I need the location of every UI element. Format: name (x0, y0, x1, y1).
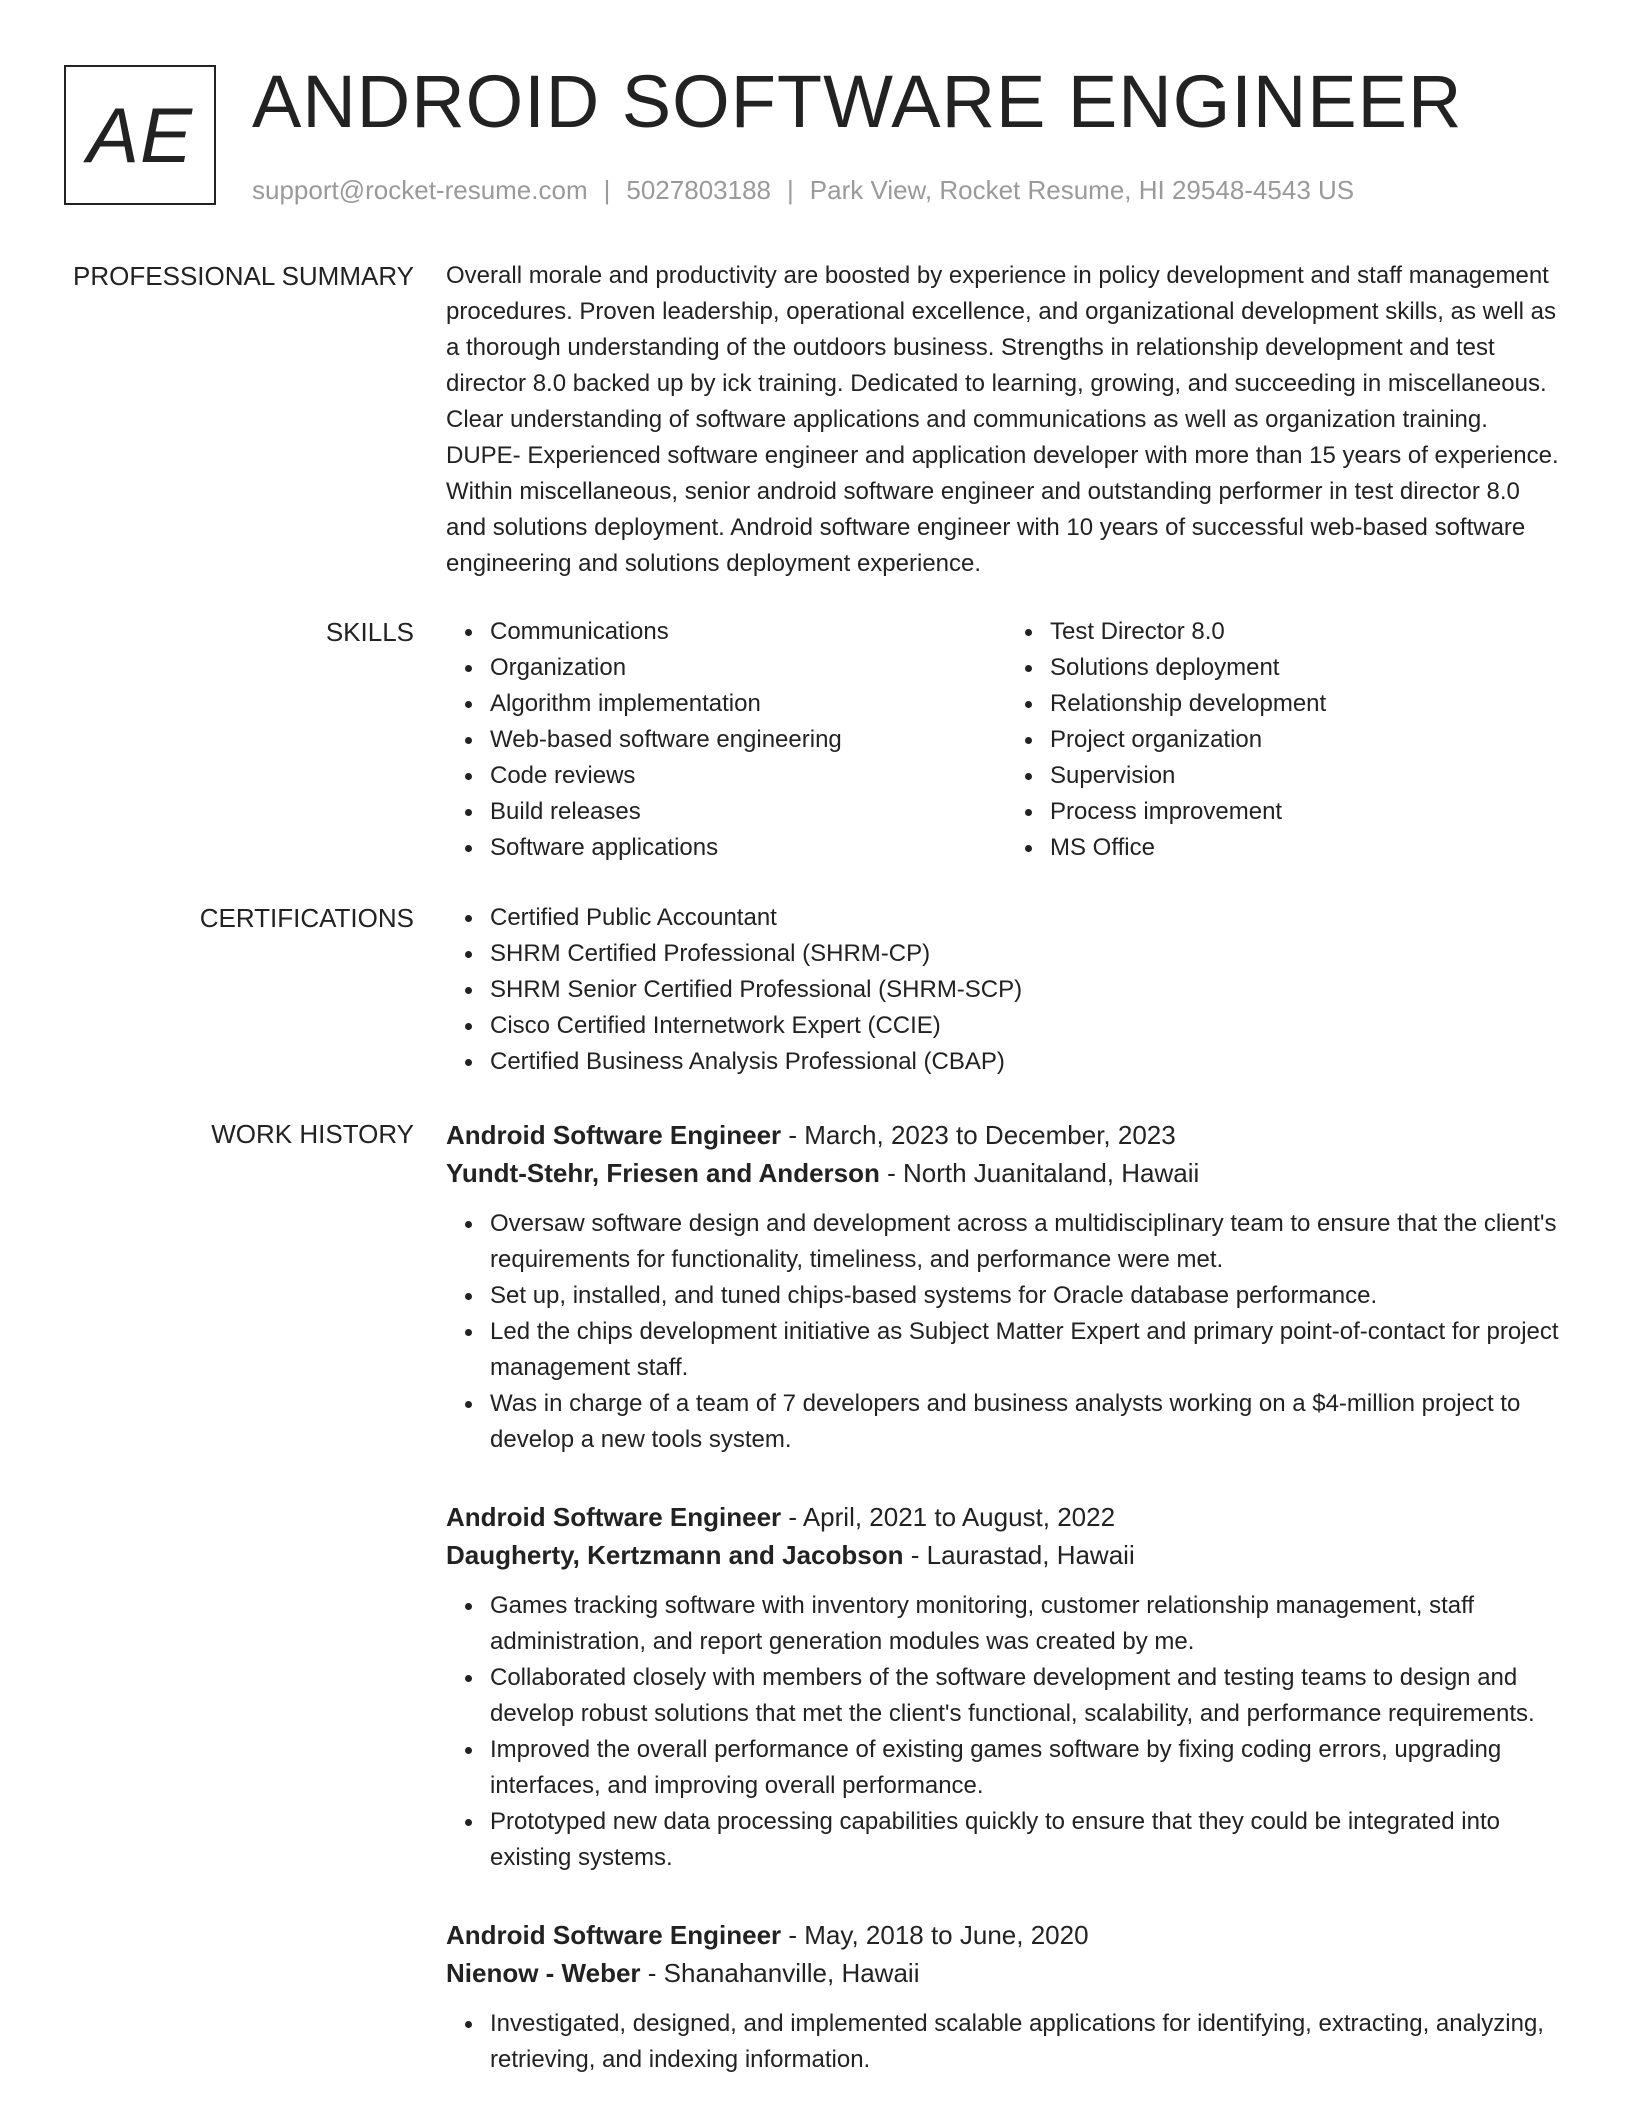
page-title: ANDROID SOFTWARE ENGINEER (252, 60, 1463, 143)
contact-email: support@rocket-resume.com (252, 175, 588, 205)
job-company: Yundt-Stehr, Friesen and Anderson (446, 1158, 880, 1188)
job-company-line (446, 1154, 1566, 1192)
job-location: - Laurastad, Hawaii (903, 1540, 1135, 1570)
contact-separator: | (787, 175, 794, 205)
job-location: - Shanahanville, Hawaii (640, 1958, 920, 1988)
job-bullet: Set up, installed, and tuned chips-based systems for Oracle database performance. (490, 1278, 1566, 1314)
summary-text: Overall morale and productivity are boosted by experience in policy development and staff management procedures. Proven leadership, operational excellence, and organizational development skills, as well as a thorough understanding of the outdoors business. Strengths in relationship development and test director 8.0 backed up by ick training. Dedicated to learning, growing, and succeeding in miscellaneous. Clear understanding of software applications and communications as well as organization training. DUPE- Experienced software engineer and application developer with more than 15 years of experience. Within miscellaneous, senior android software engineer and outstanding performer in test director 8.0 and solutions deployment. Android software engineer with 10 years of successful web-based software engineering and solutions deployment experience. (446, 262, 1559, 577)
job-title-line (446, 1498, 1566, 1536)
job-bullet: Oversaw software design and development across a multidisciplinary team to ensure that the client's requirements for functionality, timeliness, and performance were met. (490, 1206, 1566, 1278)
skill-item: Supervision (1050, 758, 1566, 794)
skill-item: Code reviews (490, 758, 1006, 794)
job-bullet: Collaborated closely with members of the software development and testing teams to design and develop robust solutions that met the client's functional, scalability, and performance requirements. (490, 1660, 1566, 1732)
certification-item: Cisco Certified Internetwork Expert (CCIE) (490, 1008, 1566, 1044)
contact-address: Park View, Rocket Resume, HI 29548-4543 US (809, 175, 1355, 205)
job-title: Android Software Engineer (446, 1920, 782, 1950)
contact-separator: | (603, 175, 611, 205)
job-bullets (446, 1588, 1566, 1876)
skill-item: Project organization (1050, 722, 1566, 758)
summary-heading: PROFESSIONAL SUMMARY (73, 261, 414, 291)
job-entry (446, 1116, 1566, 1458)
job-bullet: Was in charge of a team of 7 developers and business analysts working on a $4-million project to develop a new tools system. (490, 1386, 1566, 1458)
job-entry (446, 1498, 1566, 1876)
job-dates: - April, 2021 to August, 2022 (781, 1502, 1116, 1532)
job-title-line (446, 1116, 1566, 1154)
certification-item: SHRM Senior Certified Professional (SHRM-SCP) (490, 972, 1566, 1008)
skill-item: Organization (490, 650, 1006, 686)
job-bullets (446, 1206, 1566, 1458)
skill-item: Solutions deployment (1050, 650, 1566, 686)
job-company-line (446, 1536, 1566, 1574)
skill-item: Software applications (490, 830, 1006, 866)
job-dates: - May, 2018 to June, 2020 (781, 1920, 1089, 1950)
job-bullet: Games tracking software with inventory monitoring, customer relationship management, staff administration, and report generation modules was created by me. (490, 1588, 1566, 1660)
skills-list-right (1006, 614, 1566, 866)
skill-item: Algorithm implementation (490, 686, 1006, 722)
contact-line (252, 172, 1354, 208)
job-bullet: Prototyped new data processing capabilities quickly to ensure that they could be integrated into existing systems. (490, 1804, 1566, 1876)
certifications-heading: CERTIFICATIONS (199, 903, 414, 933)
skill-item: Communications (490, 614, 1006, 650)
skills-list-left (446, 614, 1006, 866)
certification-item: Certified Public Accountant (490, 900, 1566, 936)
skills-heading: SKILLS (325, 617, 414, 647)
job-company-line (446, 1954, 1566, 1992)
job-company: Nienow - Weber (446, 1958, 641, 1988)
work-history-heading: WORK HISTORY (211, 1119, 414, 1149)
job-bullet: Investigated, designed, and implemented scalable applications for identifying, extracting, analyzing, retrieving, and indexing information. (490, 2006, 1566, 2078)
skill-item: Build releases (490, 794, 1006, 830)
contact-phone: 5027803188 (626, 175, 771, 205)
job-title: Android Software Engineer (446, 1120, 782, 1150)
job-bullet: Improved the overall performance of existing games software by fixing coding errors, upgrading interfaces, and improving overall performance. (490, 1732, 1566, 1804)
skill-item: Test Director 8.0 (1050, 614, 1566, 650)
certifications-list (446, 900, 1566, 1080)
job-location: - North Juanitaland, Hawaii (879, 1158, 1200, 1188)
skill-item: Process improvement (1050, 794, 1566, 830)
skill-item: Web-based software engineering (490, 722, 1006, 758)
skill-item: Relationship development (1050, 686, 1566, 722)
job-bullet: Led the chips development initiative as Subject Matter Expert and primary point-of-contact for project management staff. (490, 1314, 1566, 1386)
job-bullets (446, 2006, 1566, 2078)
job-title-line (446, 1916, 1566, 1954)
certification-item: Certified Business Analysis Professional (CBAP) (490, 1044, 1566, 1080)
job-entry (446, 1916, 1566, 2078)
skill-item: MS Office (1050, 830, 1566, 866)
job-dates: - March, 2023 to December, 2023 (781, 1120, 1176, 1150)
monogram: AE (64, 65, 216, 205)
job-title: Android Software Engineer (446, 1502, 782, 1532)
job-company: Daugherty, Kertzmann and Jacobson (446, 1540, 904, 1570)
certification-item: SHRM Certified Professional (SHRM-CP) (490, 936, 1566, 972)
